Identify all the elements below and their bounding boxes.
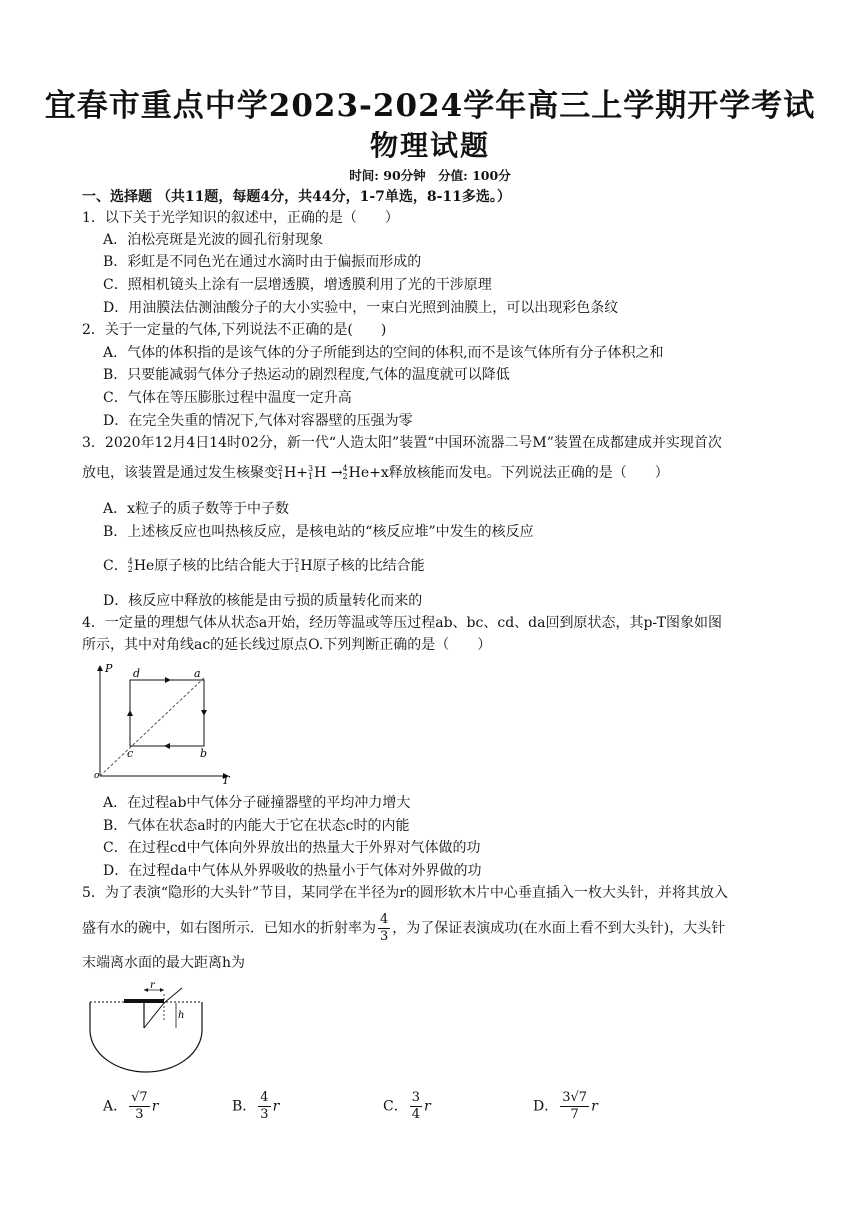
cork-disk (124, 999, 164, 1003)
arrow-ab-icon (201, 710, 207, 716)
pt-diagram (86, 660, 236, 785)
nuclide-he4: 4 2 (342, 464, 348, 481)
point-c-label: c (127, 747, 134, 760)
point-b-label: b (200, 747, 208, 760)
exam-title: 宜春市重点中学2023-2024学年高三上学期开学考试 (44, 88, 816, 124)
q2-option-c: C．气体在等压膨胀过程中温度一定升高 (103, 390, 352, 406)
nuclide-h2: 2 1 (294, 557, 300, 574)
q2-option-a: A．气体的体积指的是该气体的分子所能到达的空间的体积,而不是该气体所有分子体积之和 (103, 345, 664, 361)
r-arrow-left-icon (144, 988, 148, 992)
r-arrow-right-icon (160, 988, 164, 992)
origin-label: o (94, 771, 100, 781)
q1-option-c: C．照相机镜头上涂有一层增透膜，增透膜利用了光的干涉原理 (103, 277, 492, 293)
q1-option-b: B．彩虹是不同色光在通过水滴时由于偏振而形成的 (103, 254, 422, 270)
q4-stem-line1: 4．一定量的理想气体从状态a开始，经历等温或等压过程ab、bc、cd、da回到原状态，其p-T图象如图 (82, 615, 723, 631)
p-label: P (105, 662, 113, 675)
exam-subtitle: 物理试题 (369, 129, 490, 162)
q5-option-b: B． $\frac{4}{3}$ r (232, 1090, 280, 1122)
q1-stem: 1．以下关于光学知识的叙述中，正确的是（ ） (82, 210, 399, 226)
nuclide-he4: 4 2 (127, 557, 133, 574)
arrow-cd-icon (127, 710, 133, 716)
section-heading: 一、选择题 （共11题，每题4分，共44分，1-7单选，8-11多选。） (82, 189, 511, 205)
bowl-outline (90, 1002, 202, 1072)
q3-stem-line2: 放电，该装置是通过发生核聚变2 1H+3 1H →4 2He+x释放核能而发电。下列说法正确的是（ ） (82, 464, 669, 481)
q4-option-b: B．气体在状态a时的内能大于它在状态c时的内能 (103, 818, 410, 834)
q4-option-a: A．在过程ab中气体分子碰撞器壁的平均冲力增大 (103, 795, 411, 811)
q2-option-d: D．在完全失重的情况下,气体对容器壁的压强为零 (103, 413, 413, 429)
q1-option-d: D．用油膜法估测油酸分子的大小实验中，一束白光照到油膜上，可以出现彩色条纹 (103, 300, 619, 316)
nuclide-h3: 3 1 (308, 464, 314, 481)
arrow-bc-icon (164, 743, 170, 749)
q4-option-c: C．在过程cd中气体向外界放出的热量大于外界对气体做的功 (103, 840, 481, 856)
q5-stem-line3: 末端离水面的最大距离h为 (82, 955, 246, 971)
q3-stem-pre: 放电，该装置是通过发生核聚变 (82, 465, 278, 481)
q3-stem-line1: 3．2020年12月4日14时02分，新一代“人造太阳”装置“中国环流器二号M”装置在成都建成并实现首次 (82, 435, 722, 451)
h-label: h (178, 1010, 185, 1021)
light-ray (144, 1003, 164, 1028)
q3-option-c: C．4 2He原子核的比结合能大于2 1H原子核的比结合能 (103, 557, 425, 574)
q2-option-b: B．只要能减弱气体分子热运动的剧烈程度,气体的温度就可以降低 (103, 367, 510, 383)
q3-option-a: A．x粒子的质子数等于中子数 (103, 501, 290, 517)
refraction-index: $\frac{4}{3}$ (380, 912, 389, 944)
point-a-label: a (194, 667, 201, 680)
point-d-label: d (133, 667, 141, 680)
q4-stem-line2: 所示，其中对角线ac的延长线过原点O.下列判断正确的是（ ） (82, 637, 492, 653)
q5-option-d: D． $\frac{3√7}{7}$ r (533, 1090, 598, 1122)
q1-option-a: A．泊松亮斑是光波的圆孔衍射现象 (103, 232, 324, 248)
nuclide-h2: 2 1 (278, 464, 284, 481)
arrow-da-icon (165, 677, 171, 683)
q3-stem-post: He+x释放核能而发电。下列说法正确的是（ ） (348, 465, 669, 481)
r-label: r (150, 980, 155, 991)
q3-option-d: D．核反应中释放的核能是由亏损的质量转化而来的 (103, 593, 423, 609)
diagonal-ac (100, 678, 204, 776)
refracted-ray (164, 988, 182, 1003)
q2-stem: 2．关于一定量的气体,下列说法不正确的是( ) (82, 322, 387, 338)
reaction-arrow-icon: → (330, 465, 343, 481)
q4-option-d: D．在过程da中气体从外界吸收的热量小于气体对外界做的功 (103, 863, 482, 879)
q5-option-c: C． $\frac{3}{4}$ r (383, 1090, 431, 1122)
q5-option-a: A． $\frac{√7}{3}$ r (103, 1090, 159, 1122)
exam-meta: 时间: 90分钟 分值: 100分 (349, 168, 511, 183)
q5-stem-line1: 5．为了表演“隐形的大头针”节目，某同学在半径为r的圆形软木片中心垂直插入一枚大头针，并将其放入 (82, 885, 728, 901)
t-label: T (222, 774, 230, 785)
q5-stem-line2: 盛有水的碗中，如右图所示．已知水的折射率为 $\frac{4}{3}$ ，为了保证表演成功(在水面上看不到大头针)，大头针 (82, 912, 726, 944)
q3-option-b: B．上述核反应也叫热核反应，是核电站的“核反应堆”中发生的核反应 (103, 524, 534, 540)
bowl-diagram (86, 980, 206, 1075)
